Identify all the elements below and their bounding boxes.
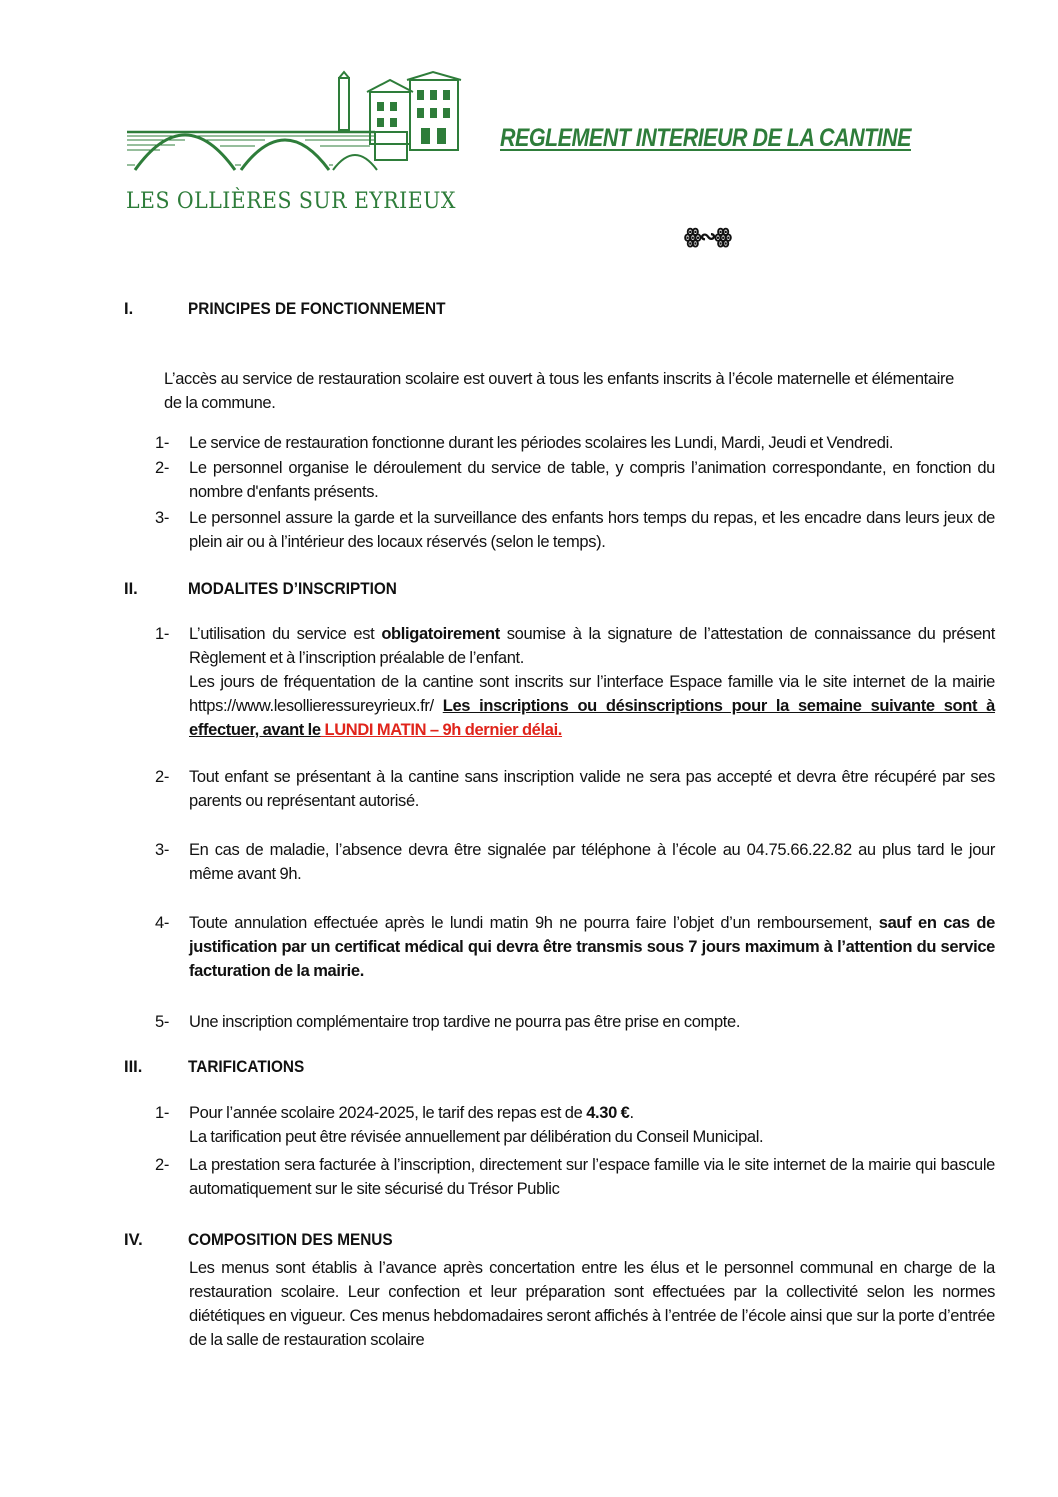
section-title: COMPOSITION DES MENUS <box>188 1231 393 1249</box>
list-item <box>155 838 995 886</box>
section-title: MODALITES D’INSCRIPTION <box>188 580 397 598</box>
list-number: 1- <box>155 434 169 452</box>
list-number: 3- <box>155 841 169 859</box>
list-text: La prestation sera facturée à l’inscription, directement sur l’espace famille via le site internet de la mairie qui bascule automatiquement sur le site sécurisé du Trésor Public <box>189 1156 995 1198</box>
section-body: Les menus sont établis à l’avance après concertation entre les élus et le personnel communal en charge de la restauration scolaire. Leur confection et leur préparation sont effectuées par la collectivité selon les normes diététiques en vigueur. Ces menus hebdomadaires seront affichés à l’entrée de l’école ainsi que sur la porte d’entrée de la salle de restauration scolaire <box>189 1259 995 1349</box>
list-text: La tarification peut être révisée annuellement par délibération du Conseil Municipal. <box>189 1128 764 1146</box>
deadline-notice: Les inscriptions ou désinscriptions pour la semaine suivante sont à effectuer, avant le <box>189 697 996 739</box>
list-number: 2- <box>155 768 169 786</box>
list-item <box>155 765 995 813</box>
list-text: Tout enfant se présentant à la cantine sans inscription valide ne sera pas accepté et devra être récupéré par ses parents ou représentant autorisé. <box>189 768 995 810</box>
list-text: Une inscription complémentaire trop tardive ne pourra pas être prise en compte. <box>189 1013 741 1031</box>
section-number: II. <box>124 580 138 598</box>
list-number: 5- <box>155 1013 169 1031</box>
ornament-glyphs: ꙮ∾ꙮ <box>684 226 730 248</box>
list-item <box>155 1101 995 1149</box>
list-text: Pour l’année scolaire 2024-2025, le tarif des repas est de <box>189 1104 587 1122</box>
list-item <box>155 1153 995 1201</box>
price-value: 4.30 € <box>586 1104 630 1122</box>
section-number: IV. <box>124 1231 143 1249</box>
deadline-highlight: LUNDI MATIN – 9h dernier délai. <box>320 721 563 739</box>
emphasis-text: obligatoirement <box>381 625 500 643</box>
list-number: 2- <box>155 1156 169 1174</box>
logo-text: LES OLLIÈRES SUR EYRIEUX <box>126 189 456 214</box>
list-number: 1- <box>155 1104 169 1122</box>
list-text: . <box>629 1104 634 1122</box>
list-number: 4- <box>155 914 169 932</box>
list-text: Le service de restauration fonctionne durant les périodes scolaires les Lundi, Mardi, Jeudi et Vendredi. <box>189 434 894 452</box>
list-item <box>155 456 995 504</box>
list-item <box>155 911 995 983</box>
list-number: 2- <box>155 459 169 477</box>
section-number: III. <box>124 1058 143 1076</box>
list-item <box>155 431 995 455</box>
list-text: Le personnel assure la garde et la surveillance des enfants hors temps du repas, et les encadre dans leurs jeux de plein air ou à l’intérieur des locaux réservés (selon le temps). <box>189 509 995 551</box>
list-text: Les jours de fréquentation de la cantine sont inscrits sur l’interface Espace famille via le site internet de la mairie https://www.lesollieressureyrieux.fr/ <box>189 673 995 715</box>
section-number: I. <box>124 300 134 318</box>
section-intro: L’accès au service de restauration scolaire est ouvert à tous les enfants inscrits à l’école maternelle et élémentaire de la commune. <box>164 370 954 412</box>
list-number: 1- <box>155 625 169 643</box>
section-title: TARIFICATIONS <box>188 1058 305 1076</box>
list-item <box>155 622 995 742</box>
list-number: 3- <box>155 509 169 527</box>
list-text: L’utilisation du service est <box>189 625 382 643</box>
page-title: REGLEMENT INTERIEUR DE LA CANTINE <box>500 124 911 152</box>
list-text: Toute annulation effectuée après le lundi matin 9h ne pourra faire l’objet d’un remboursement, <box>189 914 879 932</box>
emphasis-text: sauf en cas de justification par un certificat médical qui devra être transmis sous 7 jours maximum à l’attention du service facturation de la mairie. <box>189 914 995 980</box>
list-item <box>155 1010 995 1034</box>
list-text: En cas de maladie, l’absence devra être signalée par téléphone à l’école au 04.75.66.22.82 au plus tard le jour même avant 9h. <box>189 841 995 883</box>
list-item <box>155 506 995 554</box>
list-text: Le personnel organise le déroulement du service de table, y compris l’animation correspondante, en fonction du nombre d'enfants présents. <box>189 459 995 501</box>
section-title: PRINCIPES DE FONCTIONNEMENT <box>188 300 446 318</box>
list-text: soumise à la signature de l’attestation de connaissance du présent Règlement et à l’inscription préalable de l’enfant. <box>189 625 995 667</box>
